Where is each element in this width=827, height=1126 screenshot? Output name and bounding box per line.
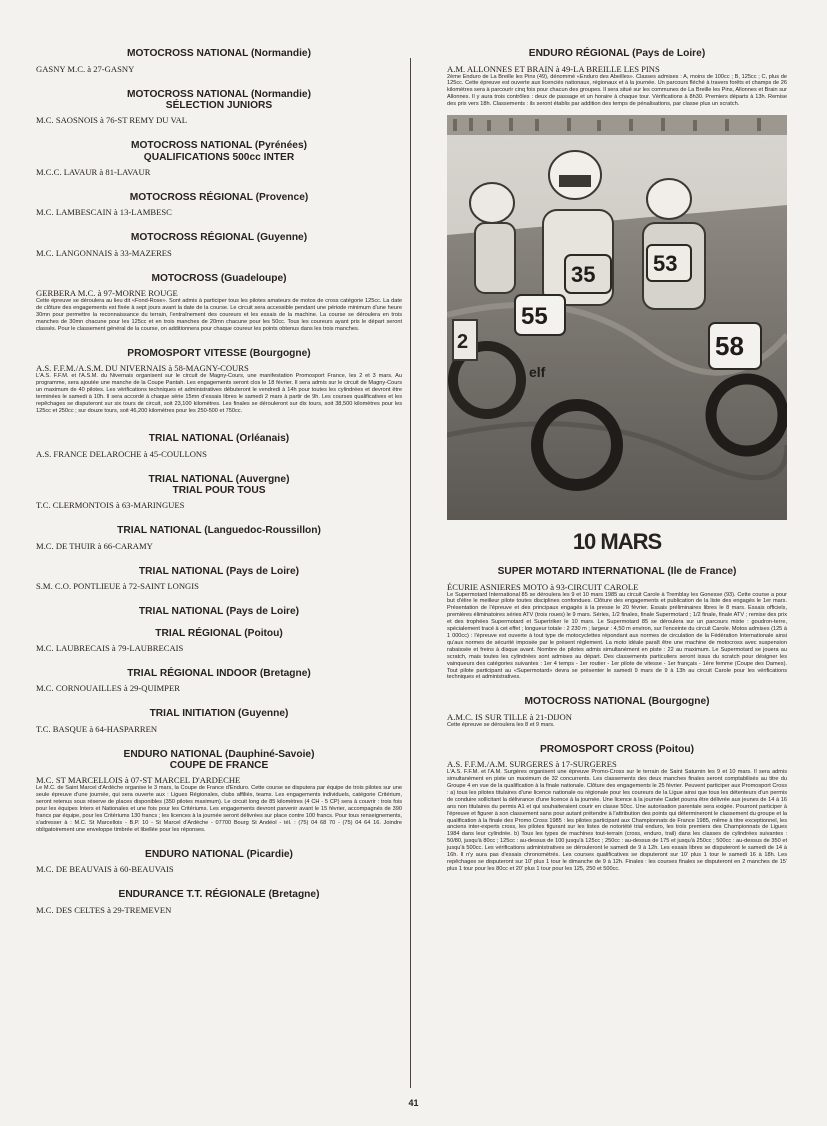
plate-number: 2 [457,331,469,354]
event-block [36,849,402,875]
event-description: Le Supermotard International 85 se déroulera les 9 et 10 mars 1985 au circuit Carole à Tremblay les Gonesse (93). Cette course a pour but d'élire le meilleur pilote toutes disciplines confondues. Clôture des engagements et publication de la liste des engagés le 1er mars. Présentation de l'épreuve et des principaux engagés à la presse le 20 février. Essais préliminaires libres le 8 mars. Essais officiels, premières éliminatoires séries ATV (trois roues) le 9 mars. Séries, 1/2 finales, finale Supermotard ; 1/2 finale, finale ATV ; remise des prix et des trophées Supermotard et Supertriker le 10 mars. Le Supermotard 85 se déroulera sur un parcours mixte : goudron-terre, spécialement tracé à cet effet ; longueur totale : 2 230 m ; largeur : 4,50 m environ, sur l'enceinte du circuit Carole. Motos admises (125 à 1 000cc) : l'épreuve est ouverte à tout type de motocyclettes répondant aux normes de circulation de la Fédération Internationale ainsi qu'aux normes de sécurité imposée par le présent règlement. La moto idéale paraît être une machine de motocross avec suspension rabaissée et freins à disque avant. Nombre de pilotes admis simultanément en piste : 22 au maximum. Le Supermotard se jouera au scratch, mais toutes les cylindrées sont admises au départ. Des classements particuliers seront issus du scratch pour désigner les vainqueurs des catégories suivantes : 1er 4 temps - 1er routier - 1er pilote de vitesse - 1er français - 1ère femme (Coupe des Dames). Tout pilote participant au «Supermotard» devra se présenter le samedi 9 mars de 9 à 13h au circuit Carole pour les vérifications techniques et administratives. [447,591,787,681]
event-club: A.S. F.F.M./A.M. SURGERES à 17-SURGERES [447,759,617,770]
event-subtitle: TRIAL RÉGIONAL (Poitou) [155,627,283,639]
event-block [36,433,402,459]
event-block [447,696,787,728]
event-block [36,89,402,126]
event-title: SUPER MOTARD INTERNATIONAL (Ile de France) [497,566,737,578]
event-block [36,566,402,592]
date-heading: 10 MARS [572,529,662,555]
event-club: T.C. CLERMONTOIS à 63-MARINGUES [36,500,185,511]
event-title: MOTOCROSS RÉGIONAL (Provence) [129,191,309,203]
event-block [36,474,402,511]
event-club: M.C. CORNOUAILLES à 29-QUIMPER [36,683,180,694]
event-title: TRIAL NATIONAL (Orléanais) [148,433,290,445]
event-club: M.C. DE THUIR à 66-CARAMY [36,540,153,551]
event-block [36,348,402,415]
event-description: L'A.S. F.F.M. et l'A.S.M. du Nivernais organisent sur le circuit de Magny-Cours, une manifestation Promosport France, les 2 et 3 mars. Au programme, sera ajoutée une manche de la Coupe Pantah. Les engagements seront clos le 18 février. Il sera admis sur le circuit de Magny-Cours un maximum de 40 pilotes. Les vérifications techniques et administratives débuteront le vendredi à 14h pour toutes les cylindrées et devront être terminées le samedi à 10h. Il sera accordé à chaque série 15mn d'essais libres le samedi 2 mars à partir de 9h. Les courses qualificatives et les repêchages se disputeront sur six tours de circuit, soit 23,100 kilomètres. Les finales se dérouleront sur dix tours, soit 38,500 kilomètres pour les 125cc et 250cc ; sur douze tours, soit 46,200 kilomètres pour les 250-500 et 750cc. [36,373,402,414]
event-title: ENDURO NATIONAL (Picardie) [145,848,293,860]
right-column [447,48,787,873]
event-title: ENDURO RÉGIONAL (Pays de Loire) [528,48,706,59]
event-block [36,140,402,177]
event-title: MOTOCROSS (Guadeloupe) [151,272,287,284]
event-block [36,708,402,734]
event-title: TRIAL NATIONAL (Languedoc-Roussillon) [117,525,321,537]
event-club: M.C. ST MARCELLOIS à 07-ST MARCEL D'ARDECHE [36,775,241,786]
event-title: TRIAL INITIATION (Guyenne) [149,708,289,720]
event-title: ENDURANCE T.T. RÉGIONALE (Bretagne) [118,889,320,901]
event-title: MOTOCROSS NATIONAL (Normandie) [127,88,311,100]
motocross-photo [447,115,787,520]
event-club: M.C. LAMBESCAIN à 13-LAMBESC [36,207,172,217]
plate-number: 58 [715,331,744,362]
event-club: M.C. DE BEAUVAIS à 60-BEAUVAIS [36,864,174,875]
column-divider [410,58,411,1088]
event-description: L'A.S. F.F.M. et l'A.M. Surgères organisent une épreuve Promo-Cross sur le terrain de Saint Saturnin les 9 et 10 mars. Il sera admis simultanément en piste un maximum de 32 concurrents. Les classements des deux manches finales seront comptabilisés au titre du Groupe 4 en vue de la qualification à la finale nationale. Clôture des engagements le 25 février. Peuvent participer aux Promosport Cross : a) tous les pilotes titulaires d'une licence nationale ou régionale pour les coureurs de la Ligue ainsi que tous les détenteurs d'un permis de conduire sollicitant la délivrance d'une licence à la journée. Une licence à la journée Cadet pourra être délivrée aux jeunes de 14 à 16 ans non titulaires du permis A1 et qui souhaiteraient courir en classe 50cc. Une autorisation parentale sera exigée. Pourront participer à l'épreuve et figurer à son classement sans pour autant prétendre à l'attribution des points qui détermineront le classement du groupe et la qualification à la finale des Promo Cross 1985 : les pilotes participant aux Championnats de France 1985, même à titre exceptionnel, les anciens inter-experts cross, les pilotes figurant sur les listes de notoriété trial enduro, les trois premiers des Championnats de Ligues 1984 dans leur cylindrée. b) Tous les types de machines tout-terrain (cross, enduro, trail) dans les classes de cylindrées suivantes : 50/80, jusqu'à 80cc ; 125cc : au-dessus de 100 jusqu'à 125cc ; 250cc : au-dessus de 175 et jusqu'à 250cc ; 500cc : au-dessus de 350 et jusqu'à 500cc. Les vérifications administratives se dérouleront le samedi de 9 à 12h. Les essais libres se disputeront le samedi de 14 à 16h. Il n'y aura pas d'essais chronométrés. Les courses qualificatives se disputeront sur 10' plus 1 tour le samedi 16 à 18h. Les repêchages se disputeront sur 10' plus 1 tour le dimanche de 9 à 12h. Finales : les courses finales se disputeront en 2 manches de 15' plus 1 tour pour les 80cc et 20' plus 1 tour pour les 125, 250 et 500cc. [447,769,787,872]
plate-number: 55 [521,303,548,331]
event-club: A.M. ALLONNES ET BRAIN à 49-LA BREILLE LES PINS [447,63,660,74]
event-club: M.C. LAUBRECAIS à 79-LAUBRECAIS [36,642,184,653]
event-club: S.M. C.O. PONTLIEUE à 72-SAINT LONGIS [36,581,199,592]
event-block [36,606,402,653]
plate-number: 53 [653,251,678,277]
event-title: ENDURO NATIONAL (Dauphiné-Savoie) [123,748,315,760]
event-club: A.S. FRANCE DELAROCHE à 45-COULLONS [36,448,207,459]
event-title: TRIAL NATIONAL (Pays de Loire) [138,606,300,618]
event-club: T.C. BASQUE à 64-HASPARREN [36,723,158,734]
event-title: MOTOCROSS NATIONAL (Normandie) [127,48,311,59]
plate-number: 35 [571,262,596,288]
brand-logo: elf [529,364,546,381]
event-title: MOTOCROSS NATIONAL (Bourgogne) [524,696,710,708]
event-description: Cette épreuve se déroulera les 8 et 9 mars. [447,721,555,728]
event-block [36,192,402,218]
event-club: GERBERA M.C. à 97-MORNE ROUGE [36,288,178,298]
event-club: M.C. SAOSNOIS à 76-ST REMY DU VAL [36,115,188,125]
event-block [36,749,402,834]
event-subtitle: QUALIFICATIONS 500cc INTER [143,151,295,163]
event-block [36,668,402,694]
event-title: MOTOCROSS NATIONAL (Pyrénées) [130,140,308,151]
event-description: Le M.C. de Saint Marcel d'Ardèche organise le 3 mars, la Coupe de France d'Enduro. Cette course se disputera par équipe de trois pilotes sur une seule épreuve d'une journée, qui sera ouverte aux : Ligues Régionales, clubs affiliés, teams. Les engagements individuels, catégorie Critérium, seront retenus sous réserve de places disponibles (350 pilotes maximum). Le circuit long de 85 kilomètres (4 CH - 5 CP) sera à couvrir : trois fois pour les équipes Inters et Nationales et une fois pour les Critériums. Les engagements devront parvenir avant le 15 février, accompagnés de 390 francs par équipe, pour les Critériums 130 francs ; les licences à la journée seront délivrées sur place contre 100 francs. Pour tous renseignements, s'adresser à : M.C. St Marcellois - B.P. 10 - St Marcel d'Ardèche - 07700 Bourg St Andéol - tél. : (75) 04 68 70 - (75) 04 64 16. Joindre obligatoirement une enveloppe timbrée et libellée pour les réponses. [36,785,402,833]
event-title: PROMOSPORT VITESSE (Bourgogne) [127,347,311,359]
event-title: TRIAL NATIONAL (Pays de Loire) [138,565,300,577]
event-club: A.S. F.F.M./A.S.M. DU NIVERNAIS à 58-MAGNY-COURS [36,363,249,374]
event-subtitle: SÉLECTION JUNIORS [165,100,273,111]
event-block [36,889,402,915]
event-club: M.C. LANGONNAIS à 33-MAZERES [36,247,172,258]
event-description: Cette épreuve se déroulera au lieu dit «Fond-Rose». Sont admis à participer tous les pilotes amateurs de motos de cross catégorie 125cc. La date de clôture des engagements est fixée à sept jours avant la date de la course. Le circuit sera accessible pendant une période minimum d'une heure 30mn pour permettre la reconnaissance du terrain, l'entraînement des coureurs et les essais de la machine. La course se déroulera en trois manches de 30mn chacune pour les 125cc et en trois manches de 20mn chacune pour les 50cc. Tous les coureurs ayant pris le départ seront classés. Pour le classement général de la course, on additionnera pour chaque coureur les points obtenus dans les trois manches. [36,298,402,332]
event-title: PROMOSPORT CROSS (Poitou) [540,743,694,755]
event-block [447,744,787,873]
event-block [447,48,787,108]
event-block [36,48,402,74]
event-club: ÉCURIE ASNIERES MOTO à 93-CIRCUIT CAROLE [447,581,639,592]
event-club: M.C.C. LAVAUR à 81-LAVAUR [36,166,151,177]
event-block [36,232,402,258]
event-title: TRIAL NATIONAL (Auvergne) [148,473,290,485]
event-block [447,566,787,681]
event-title: MOTOCROSS RÉGIONAL (Guyenne) [130,232,308,243]
event-subtitle: TRIAL POUR TOUS [172,485,266,497]
left-column [36,48,402,915]
event-subtitle: COUPE DE FRANCE [169,760,269,772]
event-block [36,273,402,333]
event-club: M.C. DES CELTES à 29-TREMEVEN [36,904,172,915]
event-description: 2ème Enduro de La Breille les Pins (49), dénommé «Enduro des Abeilles». Classes admises : A, moins de 100cc ; B, 125cc ; C, plus de 125cc. Cette épreuve est ouverte aux licenciés nationaux, régionaux et à la journée. Un parcours fléché à travers forêts et champs de 26 kilomètres sera à parcourir cinq fois pour chacun des groupes. Il sera situé sur les communes de La Breille les Pins, Allonnes et Brain sur Allonnes. Il y aura trois contrôles : deux de passage et un horaire à chaque tour. Vérifications à 8h30. Premiers départs à 13h. Remise des prix vers 18h. Classements : ils seront établis par addition des temps de pénalisations, par classe plus un scratch. [447,73,787,108]
event-club: GASNY M.C. à 27-GASNY [36,63,135,74]
event-block [36,525,402,551]
event-title: TRIAL RÉGIONAL INDOOR (Bretagne) [127,667,311,679]
event-club: A.M.C. IS SUR TILLE à 21-DIJON [447,711,572,722]
page-number: 41 [408,1098,419,1108]
